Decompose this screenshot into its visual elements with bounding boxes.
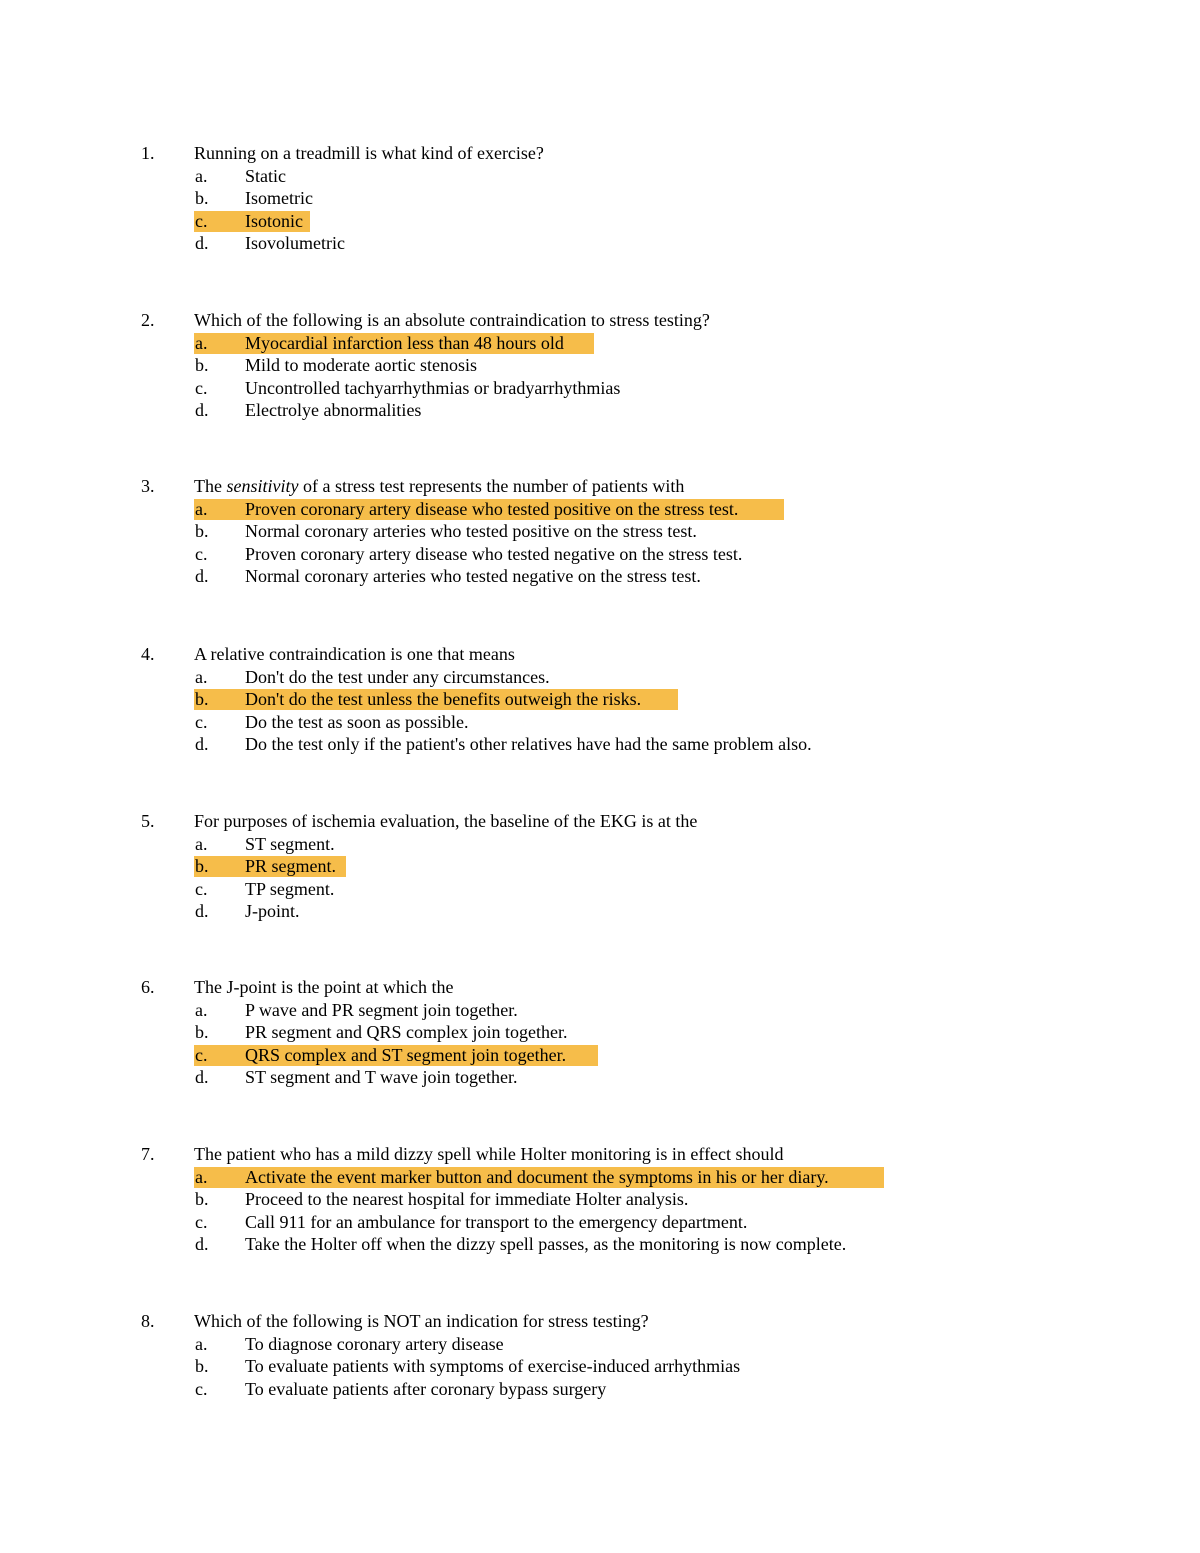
option-letter: b.: [195, 188, 209, 209]
option-letter: d.: [195, 566, 209, 587]
option-letter: a.: [195, 833, 208, 854]
option-letter: a.: [195, 666, 208, 687]
option-letter: d.: [195, 233, 209, 254]
option-letter: a.: [195, 1333, 208, 1354]
question-stem: [0, 643, 1200, 666]
question-stem: [0, 1310, 1200, 1333]
option-letter: d.: [195, 734, 209, 755]
option-text: Electrolye abnormalities: [245, 400, 422, 421]
option-a-highlighted: [0, 332, 1200, 355]
question-2: [0, 309, 1200, 422]
option-letter: a.: [195, 1166, 208, 1187]
question-text: For purposes of ischemia evaluation, the baseline of the EKG is at the: [194, 811, 698, 831]
question-5: [0, 810, 1200, 923]
option-text: Call 911 for an ambulance for transport to the emergency department.: [245, 1211, 748, 1232]
option-a: [0, 165, 1200, 188]
option-letter: d.: [195, 400, 209, 421]
question-number: 2.: [141, 310, 155, 330]
option-text: Don't do the test under any circumstances.: [245, 666, 550, 687]
option-c: [0, 377, 1200, 400]
option-a: [0, 666, 1200, 689]
option-text: QRS complex and ST segment join together.: [245, 1044, 567, 1065]
option-text: ST segment and T wave join together.: [245, 1067, 518, 1088]
option-letter: b.: [195, 1356, 209, 1377]
option-text: Proven coronary artery disease who tested positive on the stress test.: [245, 498, 739, 519]
option-text: Activate the event marker button and document the symptoms in his or her diary.: [245, 1166, 829, 1187]
question-6: [0, 976, 1200, 1089]
option-text: Isovolumetric: [245, 233, 345, 254]
option-text: Do the test as soon as possible.: [245, 711, 469, 732]
question-number: 4.: [141, 644, 155, 664]
option-c: [0, 1211, 1200, 1234]
option-text: Isotonic: [245, 210, 303, 231]
option-b: [0, 1188, 1200, 1211]
option-a-highlighted: [0, 498, 1200, 521]
option-c: [0, 711, 1200, 734]
option-text: Uncontrolled tachyarrhythmias or bradyarrhythmias: [245, 377, 621, 398]
option-text: P wave and PR segment join together.: [245, 999, 518, 1020]
option-d: [0, 399, 1200, 422]
option-c: [0, 543, 1200, 566]
option-a: [0, 833, 1200, 856]
option-text: Normal coronary arteries who tested negative on the stress test.: [245, 566, 701, 587]
question-text: A relative contraindication is one that means: [194, 644, 515, 664]
option-a: [0, 999, 1200, 1022]
option-letter: d.: [195, 1067, 209, 1088]
option-letter: b.: [195, 521, 209, 542]
question-number: 3.: [141, 476, 155, 496]
question-text-emphasis: sensitivity: [226, 476, 299, 496]
question-text: Running on a treadmill is what kind of exercise?: [194, 143, 544, 163]
question-text: The J-point is the point at which the: [194, 977, 454, 997]
option-text: Proceed to the nearest hospital for immediate Holter analysis.: [245, 1189, 689, 1210]
question-8: [0, 1310, 1200, 1400]
option-letter: b.: [195, 689, 209, 710]
question-3: [0, 475, 1200, 588]
option-d: [0, 900, 1200, 923]
option-text: To diagnose coronary artery disease: [245, 1333, 504, 1354]
option-b: [0, 520, 1200, 543]
question-stem: [0, 976, 1200, 999]
option-letter: c.: [195, 1378, 208, 1399]
option-c-highlighted: [0, 1044, 1200, 1067]
question-1: [0, 142, 1200, 255]
option-text: Do the test only if the patient's other relatives have had the same problem also.: [245, 734, 812, 755]
question-4: [0, 643, 1200, 756]
option-b: [0, 187, 1200, 210]
option-letter: a.: [195, 165, 208, 186]
option-text: Proven coronary artery disease who tested negative on the stress test.: [245, 543, 743, 564]
option-text: Myocardial infarction less than 48 hours old: [245, 332, 564, 353]
option-letter: c.: [195, 711, 208, 732]
option-d: [0, 1066, 1200, 1089]
question-number: 6.: [141, 977, 155, 997]
option-d: [0, 733, 1200, 756]
option-text: PR segment.: [245, 856, 337, 877]
option-c-highlighted: [0, 210, 1200, 233]
option-text: Mild to moderate aortic stenosis: [245, 355, 477, 376]
option-d: [0, 565, 1200, 588]
option-letter: a.: [195, 999, 208, 1020]
question-text: Which of the following is an absolute contraindication to stress testing?: [194, 310, 710, 330]
option-letter: b.: [195, 1022, 209, 1043]
option-letter: b.: [195, 1189, 209, 1210]
option-b: [0, 1021, 1200, 1044]
option-text: J-point.: [245, 901, 300, 922]
option-c: [0, 878, 1200, 901]
option-letter: d.: [195, 1234, 209, 1255]
question-number: 5.: [141, 811, 155, 831]
option-c: [0, 1378, 1200, 1401]
option-text: TP segment.: [245, 878, 335, 899]
option-b-highlighted: [0, 855, 1200, 878]
option-letter: c.: [195, 210, 208, 231]
question-stem: [0, 475, 1200, 498]
option-text: Isometric: [245, 188, 313, 209]
option-text: PR segment and QRS complex join together.: [245, 1022, 568, 1043]
question-stem: [0, 309, 1200, 332]
question-number: 8.: [141, 1311, 155, 1331]
question-number: 7.: [141, 1144, 155, 1164]
option-text: ST segment.: [245, 833, 335, 854]
question-text: [194, 475, 684, 498]
option-letter: c.: [195, 543, 208, 564]
option-letter: b.: [195, 355, 209, 376]
option-b: [0, 354, 1200, 377]
question-text-start: The: [194, 476, 222, 496]
question-stem: [0, 142, 1200, 165]
question-number: 1.: [141, 143, 155, 163]
question-stem: [0, 810, 1200, 833]
option-d: [0, 232, 1200, 255]
option-text: To evaluate patients with symptoms of exercise-induced arrhythmias: [245, 1356, 741, 1377]
option-letter: c.: [195, 1044, 208, 1065]
question-7: [0, 1143, 1200, 1256]
option-text: Static: [245, 165, 286, 186]
option-b: [0, 1355, 1200, 1378]
option-letter: b.: [195, 856, 209, 877]
option-text: Don't do the test unless the benefits outweigh the risks.: [245, 689, 642, 710]
option-letter: c.: [195, 878, 208, 899]
option-letter: a.: [195, 332, 208, 353]
question-text: Which of the following is NOT an indication for stress testing?: [194, 1311, 649, 1331]
option-text: To evaluate patients after coronary bypass surgery: [245, 1378, 607, 1399]
option-d: [0, 1233, 1200, 1256]
option-letter: a.: [195, 498, 208, 519]
option-text: Take the Holter off when the dizzy spell passes, as the monitoring is now complete.: [245, 1234, 847, 1255]
question-text-end: of a stress test represents the number of patients with: [302, 476, 685, 496]
question-stem: [0, 1143, 1200, 1166]
option-b-highlighted: [0, 688, 1200, 711]
option-letter: c.: [195, 1211, 208, 1232]
option-a-highlighted: [0, 1166, 1200, 1189]
question-text: The patient who has a mild dizzy spell while Holter monitoring is in effect should: [194, 1144, 784, 1164]
option-a: [0, 1333, 1200, 1356]
option-letter: d.: [195, 901, 209, 922]
option-text: Normal coronary arteries who tested positive on the stress test.: [245, 521, 697, 542]
option-letter: c.: [195, 377, 208, 398]
